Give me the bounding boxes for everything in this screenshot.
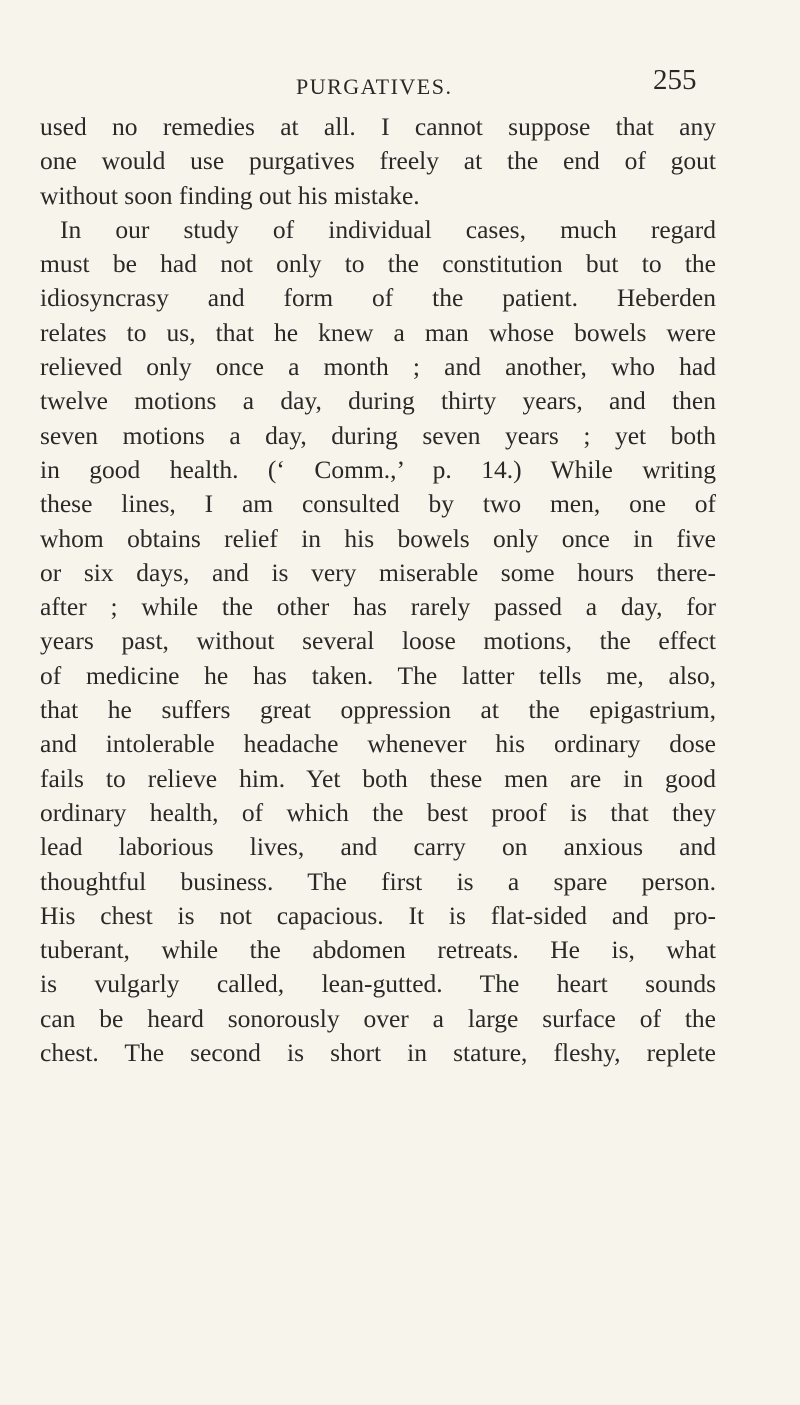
text-line: fails to relieve him. Yet both these men are in good (40, 763, 716, 793)
text-line: thoughtful business. The first is a spare person. (40, 866, 716, 896)
text-line: after ; while the other has rarely passed a day, for (40, 592, 716, 622)
page-number: 255 (653, 64, 697, 96)
text-line: used no remedies at all. I cannot suppose that any (40, 112, 716, 141)
text-line: In our study of individual cases, much regard (60, 214, 716, 244)
text-line: ordinary health, of which the best proof is that they (40, 797, 716, 827)
text-line: without soon finding out his mistake. (40, 180, 420, 210)
running-title: PURGATIVES. (296, 74, 453, 99)
text-line: is vulgarly called, lean-gutted. The heart sounds (40, 969, 716, 999)
text-line: can be heard sonorously over a large surface of the (40, 1003, 716, 1033)
text-line: idiosyncrasy and form of the patient. Heberden (40, 283, 716, 313)
text-line: years past, without several loose motions, the effect (40, 626, 716, 656)
text-line: of medicine he has taken. The latter tells me, also, (40, 660, 716, 690)
text-line: these lines, I am consulted by two men, one of (40, 489, 716, 519)
text-line: His chest is not capacious. It is flat-sided and pro- (40, 900, 716, 930)
text-line: must be had not only to the constitution but to the (40, 249, 716, 279)
body-text (40, 110, 716, 1070)
text-line: chest. The second is short in stature, fleshy, replete (40, 1038, 716, 1068)
text-line: seven motions a day, during seven years ; yet both (40, 420, 716, 450)
text-line: and intolerable headache whenever his ordinary dose (40, 729, 716, 759)
text-line: or six days, and is very miserable some hours there- (40, 557, 716, 587)
text-line: in good health. (‘ Comm.,’ p. 14.) While writing (40, 454, 716, 484)
text-line: one would use purgatives freely at the end of gout (40, 146, 716, 176)
text-line: lead laborious lives, and carry on anxious and (40, 832, 716, 862)
text-line: tuberant, while the abdomen retreats. He is, what (40, 935, 716, 965)
text-line: twelve motions a day, during thirty years, and then (40, 386, 716, 416)
text-line: whom obtains relief in his bowels only once in five (40, 523, 716, 553)
text-line: that he suffers great oppression at the epigastrium, (40, 695, 716, 725)
text-line: relieved only once a month ; and another, who had (40, 352, 716, 382)
text-line: relates to us, that he knew a man whose bowels were (40, 317, 716, 347)
